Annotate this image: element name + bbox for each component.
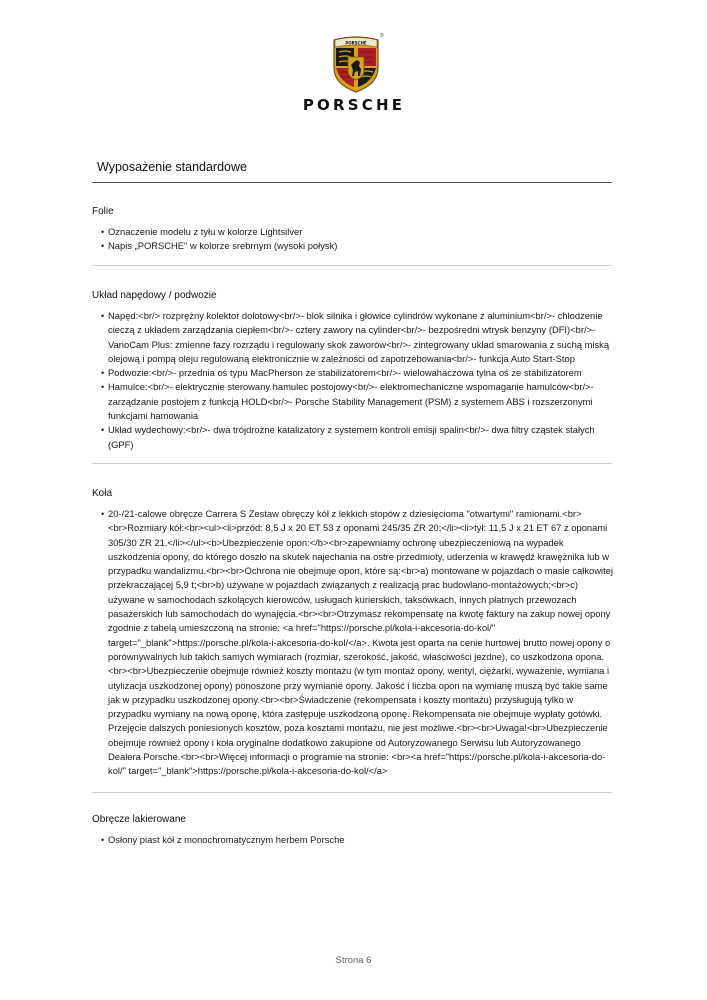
section-folie [92,205,616,254]
crest-label: PORSCHE [345,40,367,46]
section-drivetrain [92,289,616,452]
section-wheels [92,487,616,779]
section-heading: Obręcze lakierowane [92,814,186,825]
page-number: Strona 6 [335,955,372,966]
porsche-crest-icon [331,32,381,94]
list-item: • Osłony piast kół z monochromatycznym herbem Porsche [92,833,616,847]
section-heading: Folie [92,206,114,217]
list-item: • 20-/21-calowe obręcze Carrera S Zestaw obręczy kół z lekkich stopów z dziesięcioma "otwartymi" ramionami.<br> <br>Rozmiary kół:<br><ul><li>przód: 8,5 J x 20 ET 53 z oponami 245/35 ZR 20;</li><li>tył: 11,5 J x 21 ET 67 z oponami 305/30 ZR 21.</li></ul><b>Ubezpieczenie opon:</b><br>zapewniamy ochronę ubezpieczeniową na wypadek uszkodzenia opony, do którego doszło na skutek najechania na ostre przedmioty, uderzenia w krawędź krawężnika lub w przypadku wandalizmu.<br><br>Ochrona nie obejmuje opon, które są:<br>a) montowane w pojazdach o masie całkowitej przekraczającej 5,9 t;<br>b) używane w pojazdach związanych z realizacją prac budowlano-montażowych;<br>c) używane w samochodach szkolących kierowców, usługach kurierskich, taksówkach, innych płatnych przewozach pasażerskich lub samochodach do wynajęcia.<br><br>Otrzymasz rekompensatę na kwotę faktury na zakup nowej opony zgodnie z tabelą umieszczoną na stronie: <a href="https://porsche.pl/kola-i-akcesoria-do-kol/" target="_blank">https://porsche.pl/kola-i-akcesoria-do-kol/</a>. Kwota jest oparta na cenie hurtowej brutto nowej opony o porównywalnych lub takich samych wymiarach (rozmiar, szerokość, jakość, właściwości jezdne), co uszkodzona opona.<br><br>Ubezpieczenie obejmuje również koszty montażu (w tym montaż opony, wentyl, ciężarki, wyważenie, wymiana i utylizacja uszkodzonej opony) ponoszone przy wymianie opony. Jakość i liczba opon na wymianę muszą być takie same jak w przypadku uszkodzonej opony.<br><br>Świadczenie (rekompensata i koszty montażu) przysługują tylko w przypadku wymiany na nową oponę, która zastępuje uszkodzoną oponę. Rekompensata nie obejmuje wypłaty gotówki. Przejęcie dalszych poniesionych kosztów, poza kosztami montażu, nie jest możliwe.<br><br>Uwaga!<br>Ubezpieczenie obejmuje również opony i koła oryginalne dodatkowo zakupione od Autoryzowanego Serwisu lub Autoryzowanego Dealera Porsche.<br><br>Więcej informacji o programie na stronie: <br><a href="https://porsche.pl/kola-i-akcesoria-do-kol/" target="_blank">https://porsche.pl/kola-i-akcesoria-do-kol/</a> [92,507,616,779]
porsche-wordmark: PORSCHE [302,96,406,114]
title-divider [92,182,612,183]
list-item: • Podwozie:<br/>- przednia oś typu MacPherson ze stabilizatorem<br/>- wielowahaczowa tylna oś ze stabilizatorem [92,366,616,380]
section-heading: Koła [92,488,113,499]
page-title: Wyposażenie standardowe [97,160,247,174]
list-item: • Napęd:<br/> rozprężny kolektor dolotowy<br/>- blok silnika i głowice cylindrów wykonane z aluminium<br/>- chłodzenie cieczą z układem zarządzania ciepłem<br/>- cztery zawory na cylinder<br/>- bezpośredni wtrysk benzyny (DFI)<br/>- VarioCam Plus: zmienne fazy rozrządu i regulowany skok zaworów<br/>- zintegrowany układ smarowania z suchą miską olejową i pompą oleju regulowaną elektronicznie w zależności od zapotrzebowania<br/>- funkcja Auto Start-Stop [92,309,616,366]
section-divider [92,265,612,266]
section-divider [92,792,612,793]
list-item: • Układ wydechowy:<br/>- dwa trójdrożne katalizatory z systemem kontroli emisji spalin<br/>- dwa filtry cząstek stałych (GPF) [92,423,616,452]
item-list [92,833,616,847]
section-divider [92,463,612,464]
header-logo [0,0,707,120]
item-list [92,507,616,779]
item-list [92,225,616,254]
item-list [92,309,616,452]
list-item: • Oznaczenie modelu z tyłu w kolorze Lightsilver [92,225,616,239]
section-painted-rims [92,813,616,847]
registered-mark: ® [380,33,384,39]
list-item: • Hamulce:<br/>- elektrycznie sterowany hamulec postojowy<br/>- elektromechaniczne wspomaganie hamulców<br/>- zarządzanie postojem z funkcją HOLD<br/>- Porsche Stability Management (PSM) z systemem ABS i rozszerzonymi funkcjami hamowania [92,380,616,423]
section-heading: Układ napędowy / podwozie [92,290,217,301]
list-item: • Napis „PORSCHE" w kolorze srebrnym (wysoki połysk) [92,239,616,253]
